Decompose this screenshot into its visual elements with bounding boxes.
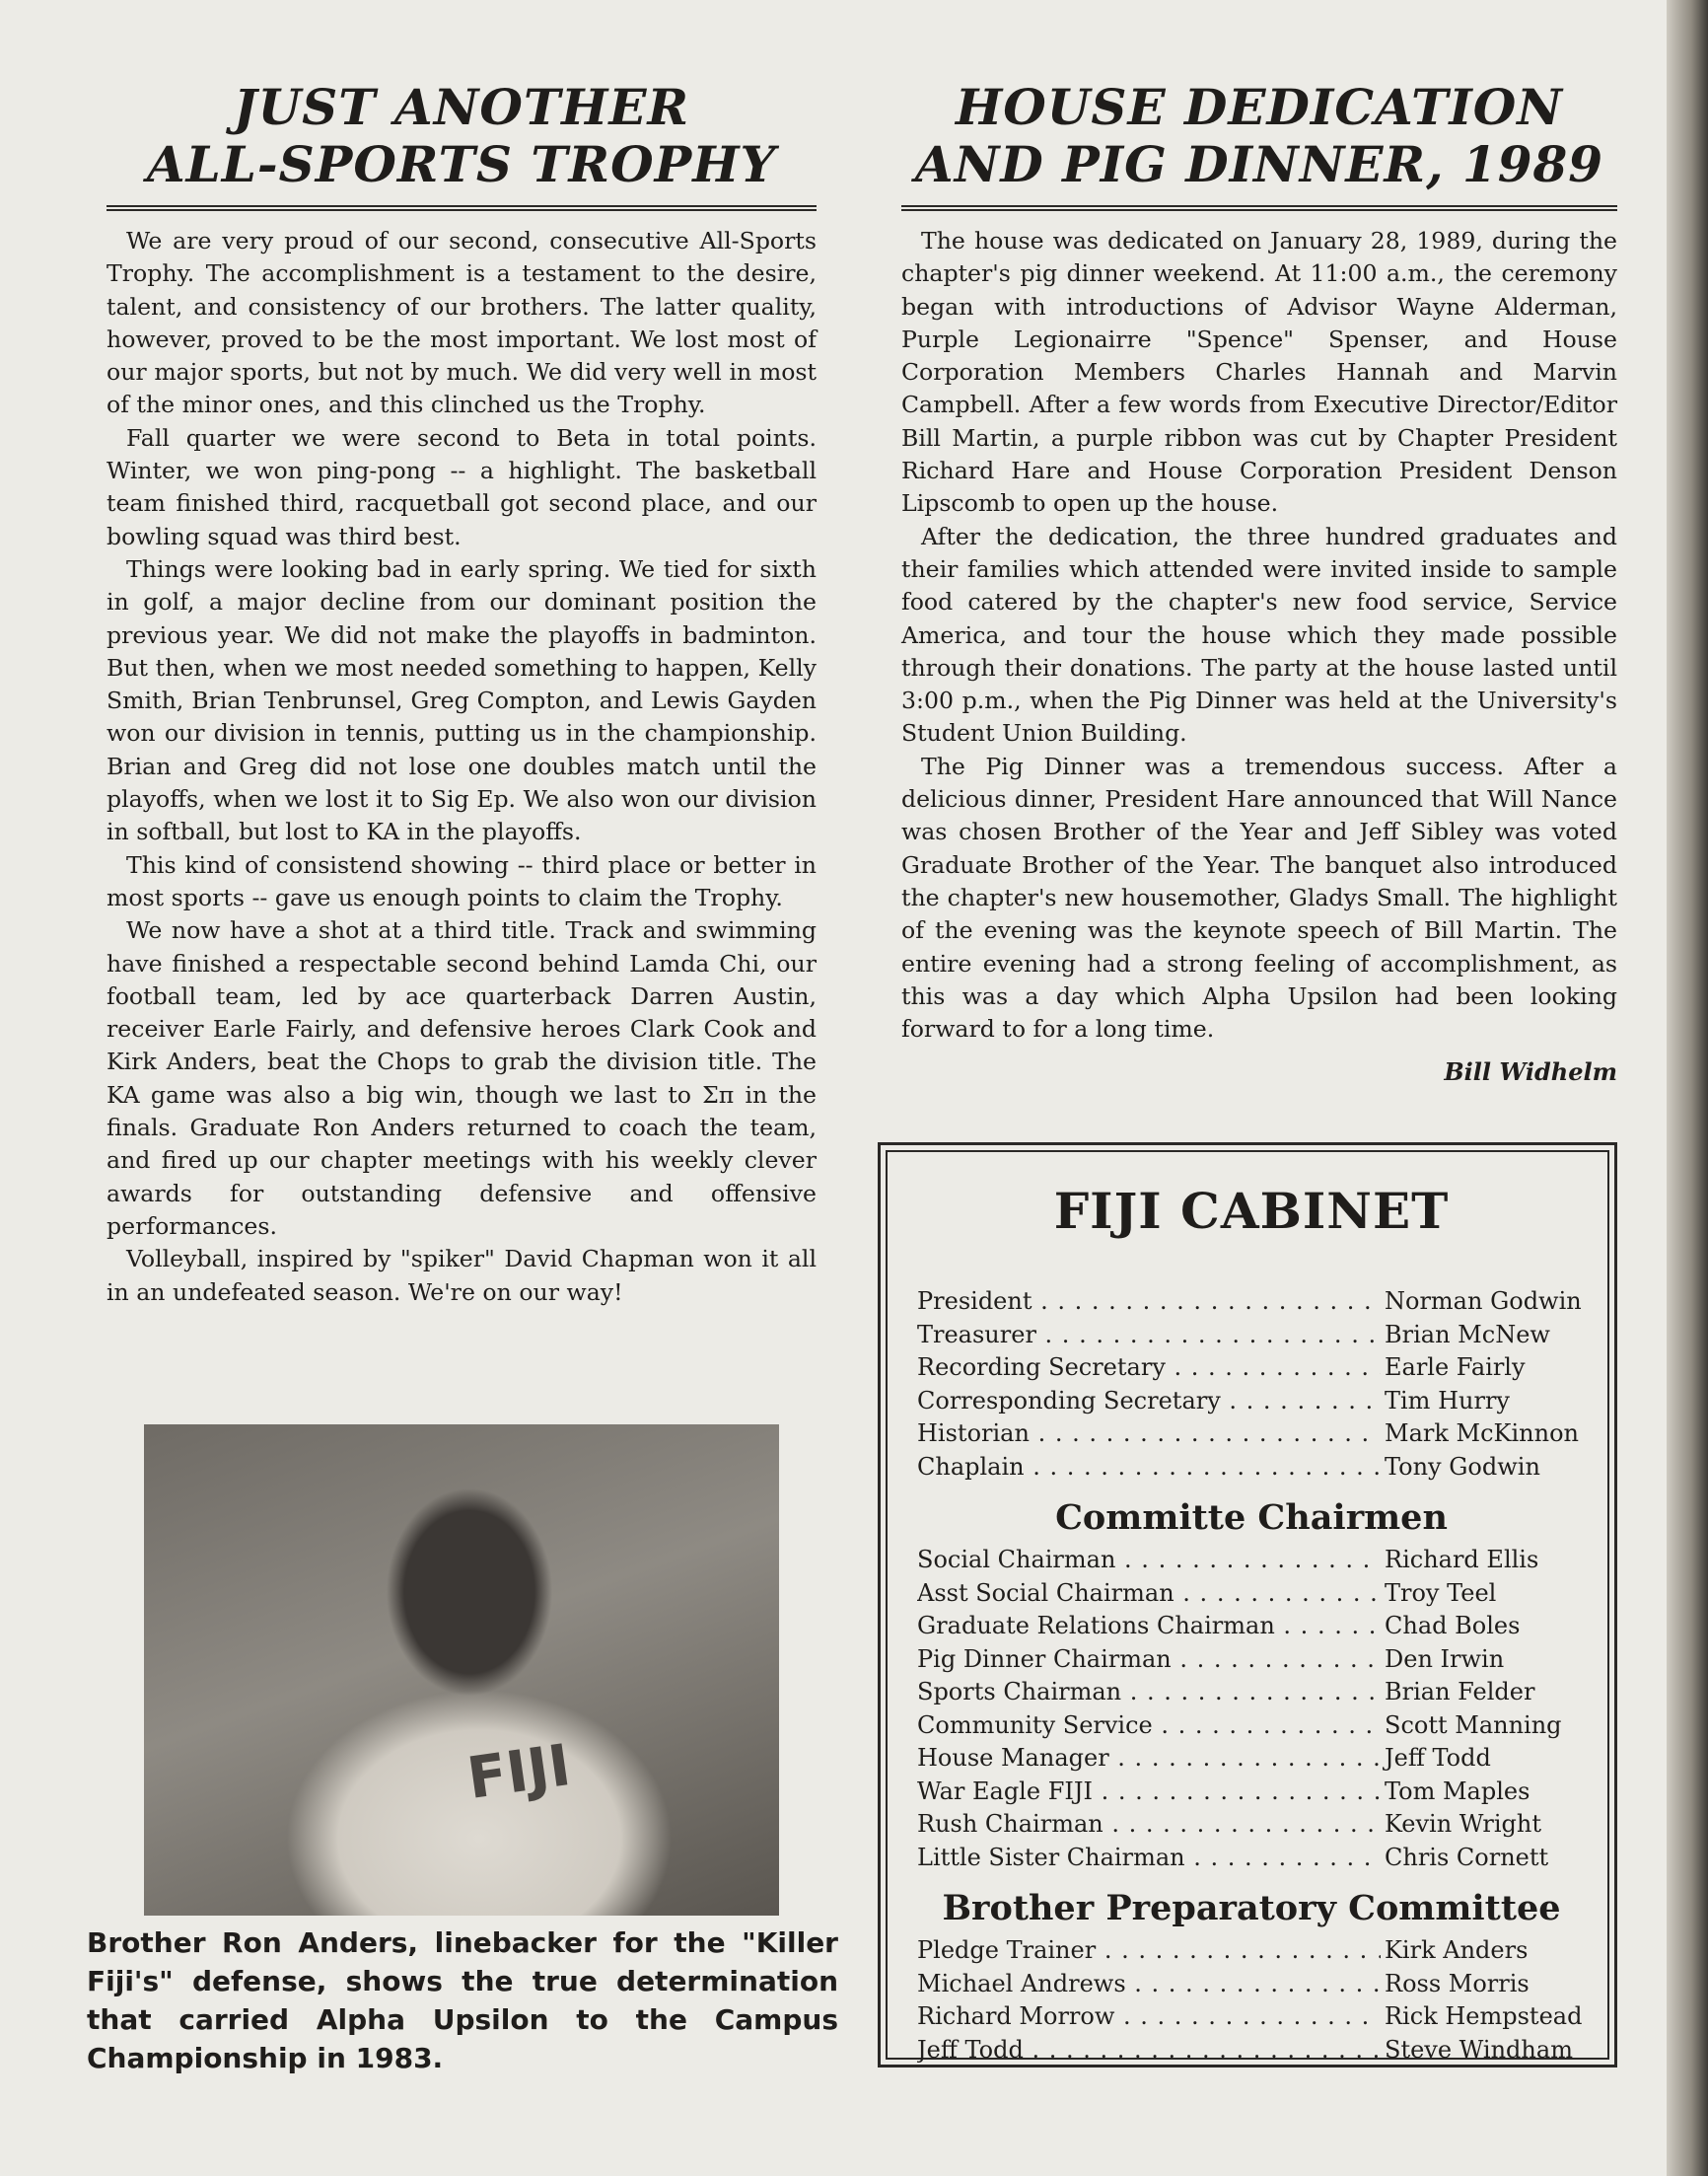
committee-row xyxy=(917,1709,1586,1743)
officer-name: Tim Hurry xyxy=(1385,1386,1510,1414)
officer-row xyxy=(917,1451,1586,1485)
paragraph: Things were looking bad in early spring. We tied for sixth in golf, a major decline from our dominant position the previous year. We did not make the playoffs in badminton. But then, when we most needed something to happen, Kelly Smith, Brian Tenbrunsel, Greg Compton, and Lewis Gayden won our division in tennis, putting us in the championship. Brian and Greg did not lose one doubles match until the playoffs, when we lost it to Sig Ep. We also won our division in softball, but lost to KA in the playoffs. xyxy=(107,554,817,846)
officer-row xyxy=(917,1417,1586,1451)
prep-role: Jeff Todd . . . xyxy=(917,2034,1381,2067)
officer-row xyxy=(917,1285,1586,1319)
committee-row xyxy=(917,1544,1586,1577)
committee-role: Social Chairman . . . xyxy=(917,1544,1381,1577)
committee-role: Asst Social Chairman . . . xyxy=(917,1577,1381,1611)
paragraph: Fall quarter we were second to Beta in total points. Winter, we won ping-pong -- a highlight. The basketball team finished third, racquetball got second place, and our bowling squad was third best. xyxy=(107,423,817,550)
shirt-lettering: FIJI xyxy=(463,1731,575,1812)
committee-name: Tom Maples xyxy=(1385,1777,1530,1805)
paragraph: Volleyball, inspired by "spiker" David Chapman won it all in an undefeated season. We're on our way! xyxy=(107,1245,817,1306)
article-headline xyxy=(901,79,1617,193)
officer-name: Brian McNew xyxy=(1385,1320,1550,1348)
headline-rule xyxy=(901,205,1617,211)
binding-edge xyxy=(1667,0,1708,2176)
committee-role: War Eagle FIJI . . . xyxy=(917,1776,1381,1809)
all-sports-article xyxy=(107,79,817,1309)
committee-name: Den Irwin xyxy=(1385,1644,1505,1673)
prep-row xyxy=(917,2034,1586,2067)
paragraph: The house was dedicated on January 28, 1989, during the chapter's pig dinner weekend. At 11:00 a.m., the ceremony began with introductions of Advisor Wayne Alderman, Purple Legionairre "Spence" Spenser, and House Corporation Members Charles Hannah and Marvin Campbell. After a few words from Executive Director/Editor Bill Martin, a purple ribbon was cut by Chapter President Richard Hare and House Corporation President Denson Lipscomb to open up the house. xyxy=(901,227,1617,518)
committee-role: Graduate Relations Chairman . . . xyxy=(917,1610,1381,1643)
linebacker-photo xyxy=(144,1424,779,1916)
committee-list xyxy=(917,1544,1586,1874)
prep-role: Richard Morrow . . . xyxy=(917,2000,1381,2034)
committee-name: Jeff Todd xyxy=(1385,1744,1491,1772)
committee-heading: Committe Chairmen xyxy=(1055,1497,1448,1538)
officer-name: Tony Godwin xyxy=(1385,1452,1540,1481)
article-body xyxy=(107,225,817,1309)
headline-line-2: AND PIG DINNER, 1989 xyxy=(914,135,1604,193)
committee-name: Troy Teel xyxy=(1385,1578,1497,1607)
prep-name: Rick Hempstead xyxy=(1385,2002,1583,2030)
paragraph: We now have a shot at a third title. Track and swimming have finished a respectable second behind Lamda Chi, our football team, led by ace quarterback Darren Austin, receiver Earle Fairly, and defensive heroes Clark Cook and Kirk Anders, beat the Chops to grab the division title. The KA game was also a big win, though we last to Σπ in the finals. Graduate Ron Anders returned to coach the team, and fired up our chapter meetings with his weekly clever awards for outstanding defensive and offensive performances. xyxy=(107,916,817,1240)
committee-role: Rush Chairman . . . xyxy=(917,1808,1381,1842)
committee-row xyxy=(917,1742,1586,1776)
committee-row xyxy=(917,1776,1586,1809)
committee-row xyxy=(917,1577,1586,1611)
headline-rule xyxy=(107,205,817,211)
prep-name: Ross Morris xyxy=(1385,1969,1530,1997)
cabinet-inner-frame xyxy=(886,1150,1609,2064)
fiji-cabinet-box xyxy=(878,1142,1617,2067)
prep-name: Steve Windham xyxy=(1385,2035,1573,2064)
officer-name: Earle Fairly xyxy=(1385,1353,1526,1381)
prep-role: Pledge Trainer . . . xyxy=(917,1934,1381,1968)
committee-name: Chris Cornett xyxy=(1385,1843,1549,1871)
committee-row xyxy=(917,1610,1586,1643)
officer-name: Norman Godwin xyxy=(1385,1287,1582,1315)
article-byline: Bill Widhelm xyxy=(1444,1057,1617,1087)
paragraph: After the dedication, the three hundred graduates and their families which attended were invited inside to sample food catered by the chapter's new food service, Service America, and tour the house which they made possible through their donations. The party at the house lasted until 3:00 p.m., when the Pig Dinner was held at the University's Student Union Building. xyxy=(901,522,1617,748)
committee-role: Little Sister Chairman . . . xyxy=(917,1842,1381,1875)
prep-row xyxy=(917,1934,1586,1968)
officer-list xyxy=(917,1285,1586,1484)
committee-row xyxy=(917,1676,1586,1709)
committee-row xyxy=(917,1643,1586,1677)
prep-committee-list xyxy=(917,1934,1586,2067)
committee-name: Chad Boles xyxy=(1385,1612,1521,1639)
officer-role: Historian . . . xyxy=(917,1417,1381,1451)
article-headline xyxy=(107,79,817,193)
prep-committee-heading: Brother Preparatory Committee xyxy=(942,1888,1561,1928)
committee-role: House Manager . . . xyxy=(917,1742,1381,1776)
paragraph: This kind of consistend showing -- third place or better in most sports -- gave us enough points to claim the Trophy. xyxy=(107,850,817,911)
cabinet-title: FIJI CABINET xyxy=(1053,1182,1450,1240)
officer-role: Recording Secretary . . . xyxy=(917,1351,1381,1385)
committee-name: Kevin Wright xyxy=(1385,1810,1542,1838)
committee-row xyxy=(917,1808,1586,1842)
officer-role: Chaplain . . . xyxy=(917,1451,1381,1485)
photo-caption: Brother Ron Anders, linebacker for the "Killer Fiji's" defense, shows the true determination that carried Alpha Upsilon to the Campus Championship in 1983. xyxy=(87,1926,838,2074)
committee-name: Scott Manning xyxy=(1385,1710,1562,1739)
committee-row xyxy=(917,1842,1586,1875)
committee-role: Pig Dinner Chairman . . . xyxy=(917,1643,1381,1677)
committee-name: Brian Felder xyxy=(1385,1678,1535,1705)
paragraph: We are very proud of our second, consecutive All-Sports Trophy. The accomplishment is a testament to the desire, talent, and consistency of our brothers. The latter quality, however, proved to be the most important. We lost most of our major sports, but not by much. We did very well in most of the minor ones, and this clinched us the Trophy. xyxy=(107,227,817,419)
headline-line-1: HOUSE DEDICATION xyxy=(956,78,1563,136)
officer-row xyxy=(917,1351,1586,1385)
officer-name: Mark McKinnon xyxy=(1385,1419,1579,1447)
committee-role: Community Service . . . xyxy=(917,1709,1381,1743)
house-dedication-article xyxy=(901,79,1617,1086)
officer-row xyxy=(917,1319,1586,1352)
officer-role: President . . . xyxy=(917,1285,1381,1319)
headline-line-2: ALL-SPORTS TROPHY xyxy=(146,135,777,193)
article-body xyxy=(901,225,1617,1046)
officer-role: Treasurer . . . xyxy=(917,1319,1381,1352)
officer-role: Corresponding Secretary . . . xyxy=(917,1385,1381,1418)
officer-row xyxy=(917,1385,1586,1418)
committee-role: Sports Chairman . . . xyxy=(917,1676,1381,1709)
committee-name: Richard Ellis xyxy=(1385,1546,1539,1573)
headline-line-1: JUST ANOTHER xyxy=(233,78,690,136)
prep-name: Kirk Anders xyxy=(1385,1936,1529,1964)
paragraph: The Pig Dinner was a tremendous success. After a delicious dinner, President Hare announced that Will Nance was chosen Brother of the Year and Jeff Sibley was voted Graduate Brother of the Year. The banquet also introduced the chapter's new housemother, Gladys Small. The highlight of the evening was the keynote speech of Bill Martin. The entire evening had a strong feeling of accomplishment, as this was a day which Alpha Upsilon had been looking forward to for a long time. xyxy=(901,752,1617,1044)
prep-role: Michael Andrews . . . xyxy=(917,1968,1381,2001)
prep-row xyxy=(917,1968,1586,2001)
prep-row xyxy=(917,2000,1586,2034)
